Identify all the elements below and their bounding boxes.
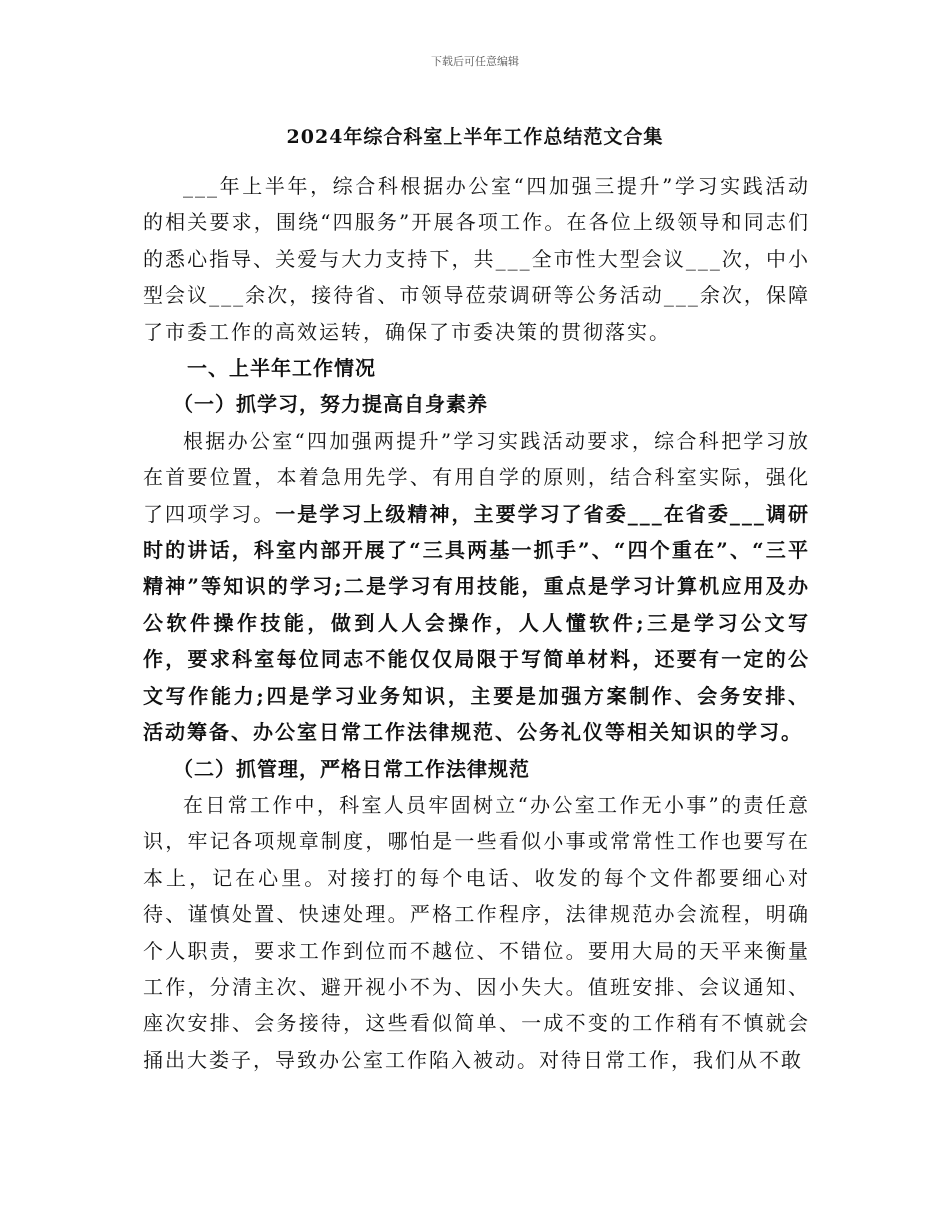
study-paragraph-text: 根据办公室“四加强两提升”学习实践活动要求，综合科把学习放在首要位置，本着急用先学、有用自学的原则，结合科室实际，强化了四项学习。 bbox=[143, 428, 810, 526]
study-paragraph bbox=[143, 423, 810, 751]
subsection-heading-1: （一）抓学习，努力提高自身素养 bbox=[173, 392, 488, 417]
intro-paragraph: ___年上半年，综合科根据办公室“四加强三提升”学习实践活动的相关要求，围绕“四服务”开展各项工作。在各位上级领导和同志们的悉心指导、关爱与大力支持下，共___全市性大型会议___次，中小型会议___余次，接待省、市领导莅荥调研等公务活动___余次，保障了市委工作的高效运转，确保了市委决策的贯彻落实。 bbox=[143, 174, 810, 344]
section-heading-1: 一、上半年工作情况 bbox=[187, 356, 376, 381]
document-title: 2024年综合科室上半年工作总结范文合集 bbox=[286, 126, 664, 148]
management-paragraph: 在日常工作中，科室人员牢固树立“办公室工作无小事”的责任意识，牢记各项规章制度，哪怕是一些看似小事或常常性工作也要写在本上，记在心里。对接打的每个电话、收发的每个文件都要细心对待、谨慎处置、快速处理。严格工作程序，法律规范办会流程，明确个人职责，要求工作到位而不越位、不错位。要用大局的天平来衡量工作，分清主次、避开视小不为、因小失大。值班安排、会议通知、座次安排、会务接待，这些看似简单、一成不变的工作稍有不慎就会捅出大娄子，导致办公室工作陷入被动。对待日常工作，我们从不敢 bbox=[143, 792, 810, 1072]
subsection-heading-2: （二）抓管理，严格日常工作法律规范 bbox=[173, 756, 530, 781]
study-paragraph-bold-text: 一是学习上级精神，主要学习了省委___在省委___调研时的讲话，科室内部开展了“三具两基一抓手”、“四个重在”、“三平精神”等知识的学习;二是学习有用技能，重点是学习计算机应用及办公软件操作技能，做到人人会操作，人人懂软件;三是学习公文写作，要求科室每位同志不能仅仅局限于写简单材料，还要有一定的公文写作能力;四是学习业务知识，主要是加强方案制作、会务安排、活动筹备、办公室日常工作法律规范、公务礼仪等相关知识的学习。 bbox=[143, 501, 811, 745]
header-note: 下载后可任意编辑 bbox=[431, 55, 519, 68]
document-body bbox=[143, 168, 810, 1078]
